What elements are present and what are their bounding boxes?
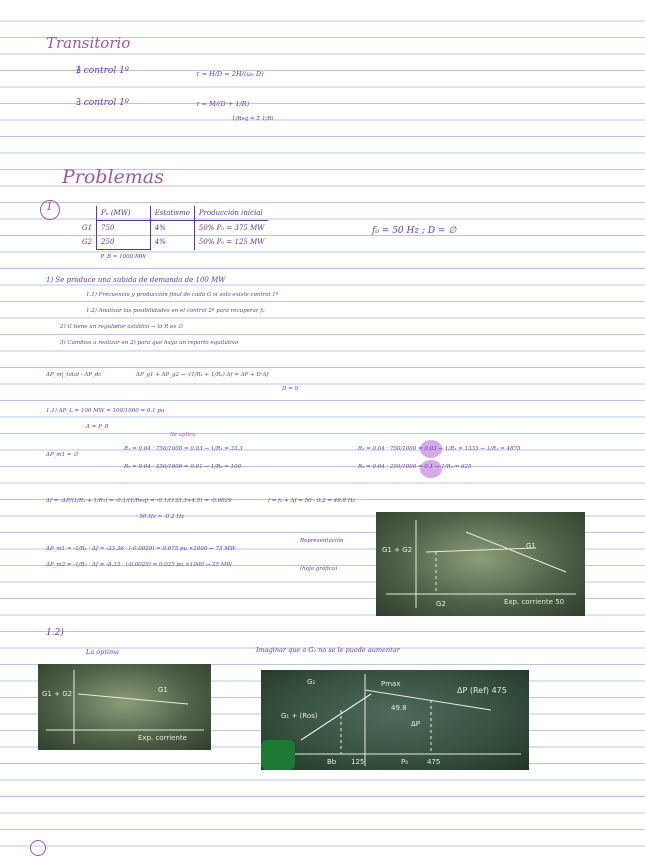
representation-label: Representación (300, 538, 344, 544)
r2-left: R₂ = 0.04 · 250/1000 = 0.01 → 1/R₂ = 100 (124, 464, 242, 470)
table-header: Pₙ (MW) (97, 206, 151, 221)
table-cell: 250 (97, 235, 151, 250)
blackboard-photo-3 (261, 670, 529, 770)
blackboard-photo-2 (38, 664, 211, 750)
table-cell: G1 (82, 223, 93, 232)
table-cell: G2 (82, 238, 93, 247)
green-eraser (261, 740, 295, 770)
table-cell: 4% (150, 221, 194, 236)
table-corner (78, 206, 97, 221)
table-cell (194, 250, 268, 265)
delta-pm2-result: ΔP_m2 = -1/R₂ · Δf = -8.33 · (-0.0029) = 0.025 pu ×1000 → 25 MW (46, 562, 233, 568)
section-title-problemas: Problemas (62, 166, 164, 188)
photo-label: 125 (351, 758, 365, 766)
table-header: Producción inicial (194, 206, 268, 221)
eq-d-zero: D = 0 (282, 386, 299, 392)
conditions: f₀ = 50 Hz ; D = ∅ (372, 226, 457, 236)
delta-f-equation: Δf = -ΔP/(1/R₁ + 1/R₂) = -0.1/(1/Req) = -0.1/(133.3+4.5) = -0.0029 (46, 498, 232, 504)
section-title-transitorio: Transitorio (46, 34, 131, 52)
problem-number: 1 (46, 200, 53, 213)
representation-note: (hoja gráfica) (300, 566, 338, 572)
line2-label: ∃ control 1º (76, 98, 130, 108)
item-3: 3) Cambios a realizar en 2) para que haya un reparto equitativo (60, 340, 239, 346)
left-caption: La óptima (86, 648, 120, 656)
line1-formula: τ = H/D = 2H/(ωₛ D) (196, 70, 264, 78)
eq-total: ΔP_m|_total - ΔP_dc (46, 372, 102, 378)
photo-label: Exp. corriente (138, 734, 187, 742)
step-1-1-base: Δ = P_B (86, 424, 109, 430)
item-1-2: 1.2) Analizar las posibilidades en el control 2º para recuperar f₀ (86, 308, 265, 314)
photo-label: G1 (158, 686, 168, 694)
photo-label: 49.8 (391, 704, 407, 712)
photo-label: ΔP (Ref) 475 (457, 686, 507, 695)
photo-label: G1 + G2 (382, 546, 413, 554)
photo-label: G2 (436, 600, 446, 608)
line2-note: 1/Req = Σ 1/Ri (232, 116, 274, 122)
photo-label: Bb (327, 758, 337, 766)
table-cell: 4% (150, 235, 194, 250)
table-total: P_B = 1000 MW (100, 254, 147, 260)
r1-right: R₁ = 0.04 · 750/1000 = 0.03 → 1/R₁ = 1333 → 1/R₁ = 4875 (358, 446, 521, 452)
table-cell: 50% P₀ = 125 MW (194, 235, 268, 250)
r1-left: R₁ = 0.04 · 750/1000 = 0.03 → 1/R₁ = 33.3 (124, 446, 243, 452)
photo-label: Exp. corriente 50 (504, 598, 565, 606)
delta-pm1: ΔP_m1 = ∅ (46, 452, 79, 458)
photo-label: 475 (427, 758, 441, 766)
item-2: 2) G tiene un regulador astático → la R es ∅ (60, 324, 183, 330)
line1-label: ∄ control 1º (76, 66, 130, 76)
photo-label: Pmax (381, 680, 401, 688)
table-cell: 750 (97, 221, 151, 236)
item-1-1: 1.1) Frecuencia y producción final de cada G si solo existe control 1º (86, 292, 279, 298)
blackboard-photo-1 (376, 512, 585, 616)
next-problem-circle (30, 840, 46, 856)
r2-right: R₂ = 0.04 · 250/1000 = 0.1 → 1/R₂ = 625 (358, 464, 472, 470)
final-frequency: f = f₀ + Δf = 50 - 0.2 = 49.8 Hz (268, 498, 356, 504)
photo-label: G₁ + (Ros) (281, 712, 318, 720)
line2-formula: τ = M/(D + 1/R) (196, 100, 250, 108)
table-cell (150, 250, 194, 265)
photo-label: G1 (526, 542, 536, 550)
photo-label: ΔP (411, 720, 421, 728)
right-caption: Imaginar que a G₂ no se le puede aumentar (256, 646, 400, 654)
table-header: Estatismo (150, 206, 194, 221)
table-cell (78, 250, 97, 265)
section-1-2-label: 1.2) (46, 628, 64, 638)
eq-generators: ΔP_g1 + ΔP_g2 → -(1/R₁ + 1/R₂) Δf = ΔP + D·Δf (136, 372, 269, 378)
photo-label: G1 + G2 (42, 690, 73, 698)
photo-label: G₂ (307, 678, 316, 686)
item-1: 1) Se produce una subida de demanda de 100 MW (46, 276, 226, 284)
delta-pm1-result: ΔP_m1 = -1/R₁ · Δf = -33.36 · (-0.0029) = 0.075 pu ×1000 → 75 MW (46, 546, 236, 552)
se-aplica-note: Se aplica (170, 432, 196, 438)
step-1-1: 1.1) ΔP_L = 100 MW = 100/1000 = 0.1 pu (46, 408, 165, 414)
generator-table (78, 206, 268, 264)
photo-label: P₀ (401, 758, 409, 766)
delta-f-hz: · 50 Hz ≈ -0.2 Hz (136, 514, 185, 520)
table-cell: 50% P₀ = 375 MW (194, 221, 268, 236)
